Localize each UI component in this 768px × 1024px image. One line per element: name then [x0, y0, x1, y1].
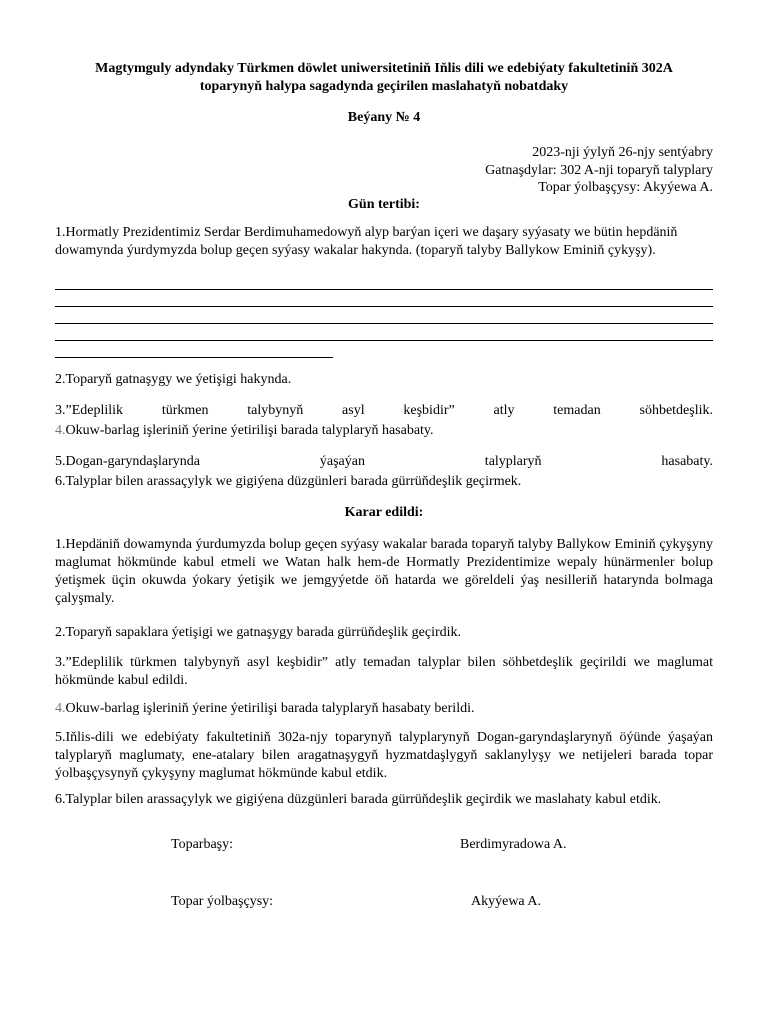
decision-item-4-text: Okuw-barlag işleriniň ýerine ýetirilişi barada talyplaryň hasabaty berildi. [65, 701, 475, 716]
meta-leader: Topar ýolbaşçysy: Akyýewa A. [538, 180, 713, 195]
decision-item-4-number: 4. [55, 701, 66, 716]
agenda-item-4-text: Okuw-barlag işleriniň ýerine ýetirilişi barada talyplaryň hasabaty. [65, 423, 434, 438]
decision-item-6: 6.Talyplar bilen arassaçylyk we gigiýena düzgünleri barada gürrüňdeşlik geçirdik we maslahaty kabul etdik. [55, 792, 662, 807]
signature-role-supervisor: Topar ýolbaşçysy: [171, 894, 274, 909]
document-title: Beýany № 4 [347, 110, 421, 125]
blank-line [55, 357, 333, 358]
blank-line [55, 289, 713, 290]
agenda-item-5: 5.Dogan-garyndaşlarynda ýaşaýan talyplaryň hasabaty. [55, 454, 713, 469]
signature-name-leader: Berdimyradowa A. [460, 837, 567, 852]
decision-item-3: 3.”Edeplilik türkmen talybynyň asyl keşbidir” atly temadan talyplar bilen söhbetdeşlik geçirildi we maglumat hökmünde kabul edildi. [55, 655, 713, 688]
decision-heading: Karar edildi: [344, 505, 424, 520]
header-line-2: toparynyň halypa sagadynda geçirilen maslahatyň nobatdaky [199, 79, 569, 94]
blank-line [55, 340, 713, 341]
agenda-item-3: 3.”Edeplilik türkmen talybynyň asyl keşbidir” atly temadan söhbetdeşlik. [55, 403, 713, 418]
signature-name-supervisor: Akyýewa A. [471, 894, 541, 909]
blank-line [55, 323, 713, 324]
document-header [40, 60, 728, 96]
signature-role-leader: Toparbaşy: [171, 837, 234, 852]
agenda-heading: Gün tertibi: [348, 197, 420, 212]
decision-item-5: 5.Iňlis-dili we edebiýaty fakultetiniň 302a-njy toparynyň talyplarynyň Dogan-garyndaşlarynyň öýünde ýaşaýan talyplaryň maglumaty, ene-atalary bilen aragatnaşygyň hyzmatdaşlygyň saklanylyşy we netijeleri barada topar ýolbaşçysynyň çykyşyny maglumat hökmünde kabul etdik. [55, 730, 713, 781]
agenda-item-4 [55, 422, 713, 440]
decision-item-1: 1.Hepdäniň dowamynda ýurdumyzda bolup geçen syýasy wakalar barada toparyň talyby Ballykow Eminiň çykyşyny maglumat hökmünde kabul etmeli we Watan halk hem-de Hormatly Prezidentimize wepaly hünärmenler bolup ýetişmek üçin okuwda ýokary ýetişik we jemgyýetde öň hatarda we göreldeli ýaş nesilleriň hatarynda bolmaga çalyşmaly. [55, 537, 713, 606]
agenda-item-1: 1.Hormatly Prezidentimiz Serdar Berdimuhamedowyň alyp barýan içeri we daşary syýasaty we bütin hepdäniň dowamynda ýurdymyzda bolup geçen syýasy wakalar hakynda. (toparyň talyby Ballykow Eminiň çykyşy). [55, 225, 678, 258]
meta-date: 2023-nji ýylyň 26-njy sentýabry [532, 145, 713, 160]
header-line-1: Magtymguly adyndaky Türkmen döwlet uniwersitetiniň Iňlis dili we edebiýaty fakultetiniň 302A [95, 61, 673, 76]
agenda-item-2: 2.Toparyň gatnaşygy we ýetişigi hakynda. [55, 372, 292, 387]
blank-line [55, 306, 713, 307]
agenda-item-6: 6.Talyplar bilen arassaçylyk we gigiýena düzgünleri barada gürrüňdeşlik geçirmek. [55, 474, 522, 489]
decision-item-4 [55, 700, 713, 718]
meta-participants: Gatnaşdylar: 302 A-nji toparyň talyplary [485, 163, 713, 178]
agenda-item-4-number: 4. [55, 423, 66, 438]
decision-item-2: 2.Toparyň sapaklara ýetişigi we gatnaşygy barada gürrüňdeşlik geçirdik. [55, 625, 462, 640]
